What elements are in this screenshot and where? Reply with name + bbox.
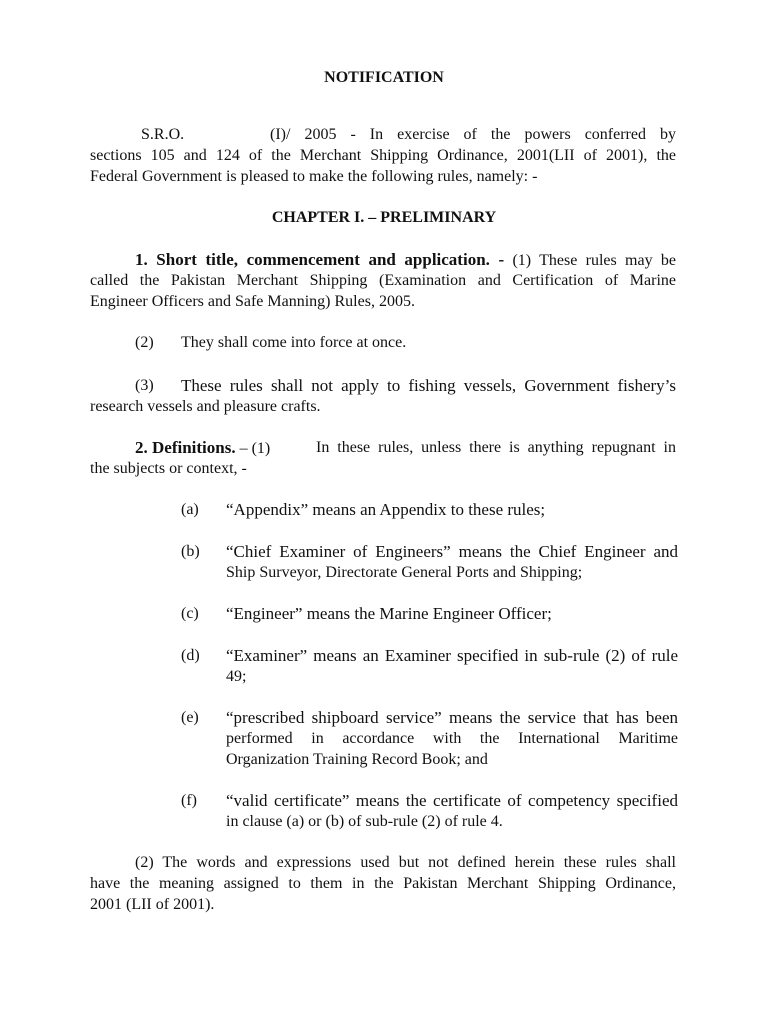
rule-1-line-3: Engineer Officers and Safe Manning) Rules, 2005. bbox=[90, 293, 415, 310]
rule-1-sub-1-text: These rules may be bbox=[539, 252, 677, 269]
clause-c-letter: (c) bbox=[181, 605, 199, 622]
clause-b-line-2: Ship Surveyor, Directorate General Ports and Shipping; bbox=[226, 564, 583, 581]
clause-b-line-1: “Chief Examiner of Engineers” means the Chief Engineer and bbox=[226, 542, 678, 561]
clause-b-letter: (b) bbox=[181, 543, 200, 560]
rule-2-sub-2-line-2: have the meaning assigned to them in the Pakistan Merchant Shipping Ordinance, bbox=[90, 875, 676, 892]
rule-1-sub-2-number: (2) bbox=[135, 334, 154, 351]
rule-1-sub-3-number: (3) bbox=[135, 377, 154, 394]
rule-2-line-1: In these rules, unless there is anything repugnant in bbox=[316, 439, 676, 456]
clause-a-line-1: “Appendix” means an Appendix to these rules; bbox=[226, 500, 546, 519]
rule-1-sub-2-text: They shall come into force at once. bbox=[181, 334, 407, 351]
rule-1-line-2: called the Pakistan Merchant Shipping (Examination and Certification of Marine bbox=[90, 272, 676, 289]
preamble-line-2: sections 105 and 124 of the Merchant Shipping Ordinance, 2001(LII of 2001), the bbox=[90, 147, 676, 164]
rule-1-sub-3-line-2: research vessels and pleasure crafts. bbox=[90, 398, 321, 415]
clause-d-letter: (d) bbox=[181, 647, 200, 664]
chapter-heading: CHAPTER I. – PRELIMINARY bbox=[271, 209, 497, 226]
rule-2-sub-2-line-3: 2001 (LII of 2001). bbox=[90, 896, 215, 913]
rule-1-first-line bbox=[135, 249, 676, 271]
clause-e-line-1: “prescribed shipboard service” means the service that has been bbox=[226, 708, 678, 727]
clause-e-line-2: performed in accordance with the International Maritime bbox=[226, 730, 678, 747]
rule-1-sub-1-number: (1) bbox=[512, 252, 532, 269]
preamble-line-3: Federal Government is pleased to make the following rules, namely: - bbox=[90, 168, 538, 185]
preamble-line-1: (I)/ 2005 - In exercise of the powers conferred by bbox=[270, 126, 676, 143]
rule-2-sub-2-line-1: (2) The words and expressions used but not defined herein these rules shall bbox=[135, 854, 676, 871]
rule-1-sub-3-line-1: These rules shall not apply to fishing vessels, Government fishery’s bbox=[181, 376, 676, 395]
notification-title: NOTIFICATION bbox=[324, 69, 444, 86]
clause-f-letter: (f) bbox=[181, 792, 197, 809]
rule-2-line-2: the subjects or context, - bbox=[90, 460, 247, 477]
sro-label: S.R.O. bbox=[141, 126, 185, 143]
clause-a-letter: (a) bbox=[181, 501, 199, 518]
clause-d-line-1: “Examiner” means an Examiner specified in sub-rule (2) of rule bbox=[226, 646, 678, 665]
clause-e-letter: (e) bbox=[181, 709, 199, 726]
rule-2-sub-1-number: – (1) bbox=[239, 440, 271, 457]
clause-f-line-1: “valid certificate” means the certificate of competency specified bbox=[226, 791, 678, 810]
clause-e-line-3: Organization Training Record Book; and bbox=[226, 751, 488, 768]
clause-d-line-2: 49; bbox=[226, 668, 247, 685]
rule-2-heading: 2. Definitions. bbox=[135, 438, 236, 457]
clause-f-line-2: in clause (a) or (b) of sub-rule (2) of rule 4. bbox=[226, 813, 503, 830]
rule-2-first-line-left bbox=[135, 437, 270, 459]
clause-c-line-1: “Engineer” means the Marine Engineer Officer; bbox=[226, 604, 552, 623]
rule-1-heading: 1. Short title, commencement and application. - bbox=[135, 250, 505, 269]
